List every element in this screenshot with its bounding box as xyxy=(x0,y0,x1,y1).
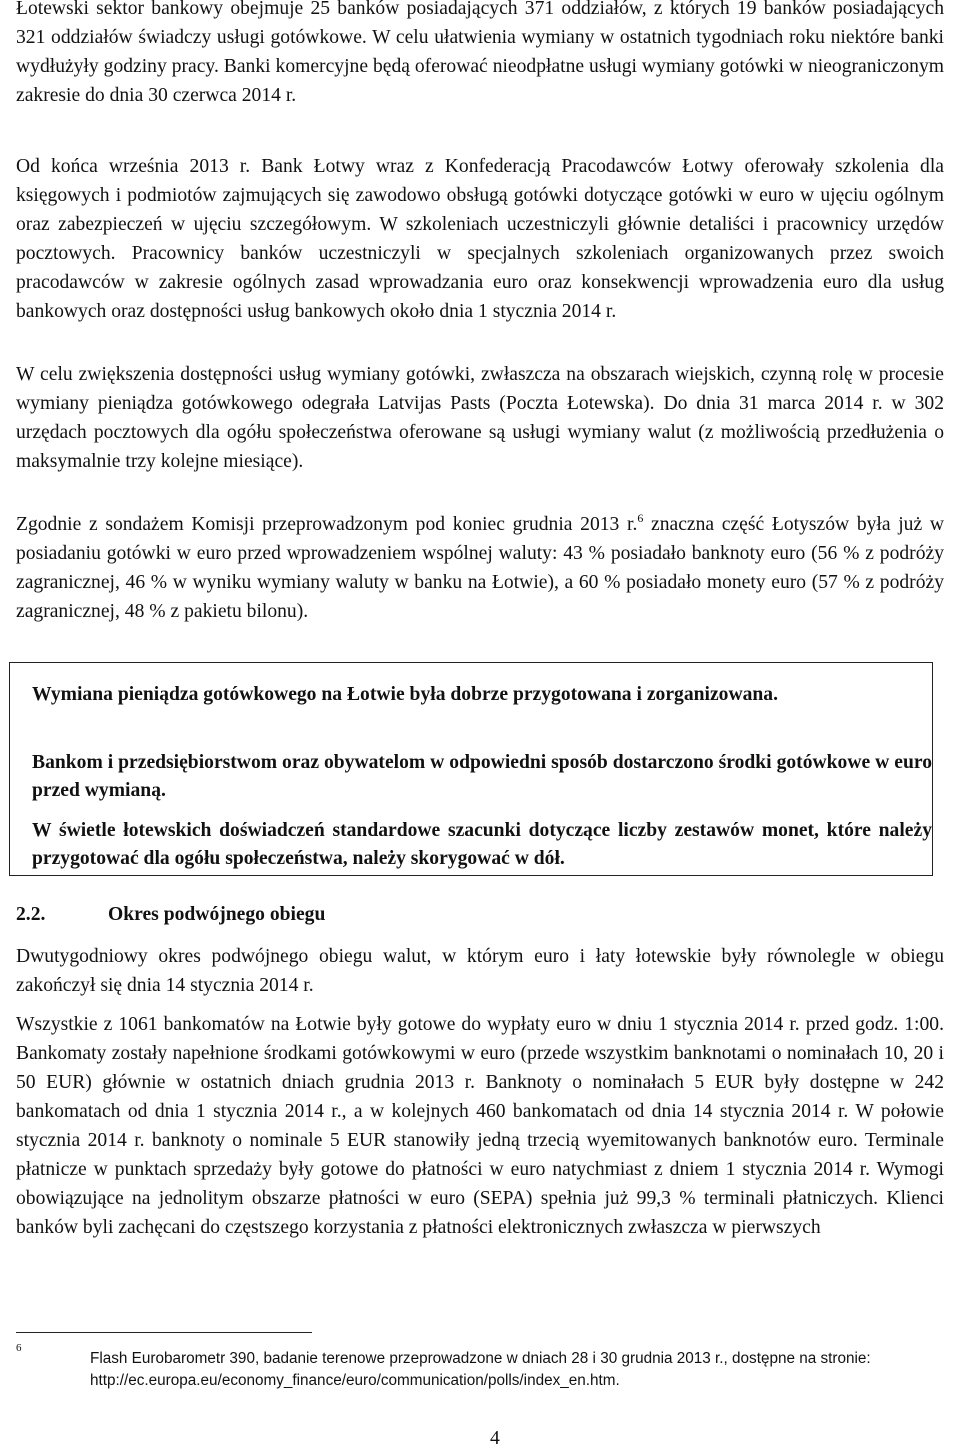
footnote-reference[interactable]: 6 xyxy=(637,511,644,525)
paragraph-atms: Wszystkie z 1061 bankomatów na Łotwie były gotowe do wypłaty euro w dniu 1 stycznia 2014 r. przed godz. 1:00. Bankomaty zostały napełnione środkami gotówkowymi w euro (przede wszystkim banknotami o nominałach 10, 20 i 50 EUR) głównie w ostatnich dniach grudnia 2013 r. Banknoty o nominałach 5 EUR były dostępne w 242 bankomatach od dnia 1 stycznia 2014 r., a w kolejnych 460 bankomatach od dnia 14 stycznia 2014 r. W połowie stycznia 2014 r. banknoty o nominale 5 EUR stanowiły jedną trzecią wyemitowanych banknotów euro. Terminale płatnicze w punktach sprzedaży były gotowe do płatności w euro natychmiast z dniem 1 stycznia 2014 r. Wymogi obowiązujące na jednolitym obszarze płatności w euro (SEPA) spełnia już 99,3 % terminali płatniczych. Klienci banków byli zachęcani do częstszego korzystania z płatności elektronicznych zwłaszcza w pierwszych xyxy=(16,1014,944,1238)
footnote-number: 6 xyxy=(16,1342,22,1354)
conclusions-box xyxy=(9,662,933,876)
section-title: Okres podwójnego obiegu xyxy=(108,904,326,925)
conclusion-3: W świetle łotewskich doświadczeń standardowe szacunki dotyczące liczby zestawów monet, które należy przygotować dla ogółu społeczeństwa, należy skorygować w dół. xyxy=(32,820,932,869)
paragraph-training: Od końca września 2013 r. Bank Łotwy wraz z Konfederacją Pracodawców Łotwy oferowały szkolenia dla księgowych i podmiotów zajmujących się zawodowo obsługą gotówki dotyczące gotówki w euro w ujęciu ogólnym oraz zabezpieczeń w ujęciu szczegółowym. W szkoleniach uczestniczyli głównie detaliści i pracownicy urzędów pocztowych. Pracownicy banków uczestniczyli w specjalnych szkoleniach organizowanych przez swoich pracodawców w zakresie ogólnych zasad wprowadzania euro oraz konsekwencji wprowadzenia euro dla usług bankowych oraz dostępności usług bankowych około dnia 1 stycznia 2014 r. xyxy=(16,156,944,322)
paragraph-banking-sector: Łotewski sektor bankowy obejmuje 25 banków posiadających 371 oddziałów, z których 19 banków posiadających 321 oddziałów świadczy usługi gotówkowe. W celu ułatwienia wymiany w ostatnich tygodniach roku niektóre banki wydłużyły godziny pracy. Banki komercyjne będą oferować nieodpłatne usługi wymiany gotówki w nieograniczonym zakresie do dnia 30 czerwca 2014 r. xyxy=(16,0,944,106)
paragraph-dual-circulation: Dwutygodniowy okres podwójnego obiegu walut, w którym euro i łaty łotewskie były równolegle w obiegu zakończył się dnia 14 stycznia 2014 r. xyxy=(16,946,944,996)
page-number: 4 xyxy=(490,1428,500,1449)
section-number: 2.2. xyxy=(16,904,46,925)
paragraph-post-office: W celu zwiększenia dostępności usług wymiany gotówki, zwłaszcza na obszarach wiejskich, czynną rolę w procesie wymiany pieniądza gotówkowego odegrała Latvijas Pasts (Poczta Łotewska). Do dnia 31 marca 2014 r. w 302 urzędach pocztowych dla ogółu społeczeństwa oferowane są usługi wymiany walut (z możliwością przedłużenia o maksymalnie trzy kolejne miesiące). xyxy=(16,364,944,472)
section-heading xyxy=(16,900,325,929)
conclusion-2: Bankom i przedsiębiorstwom oraz obywatelom w odpowiedni sposób dostarczono środki gotówkowe w euro przed wymianą. xyxy=(32,752,932,801)
conclusion-1: Wymiana pieniądza gotówkowego na Łotwie była dobrze przygotowana i zorganizowana. xyxy=(32,684,779,705)
footnote-divider xyxy=(16,1332,312,1333)
footnote-text: Flash Eurobarometr 390, badanie terenowe przeprowadzone w dniach 28 i 30 grudnia 2013 r., dostępne na stronie: http://ec.europa.eu/economy_finance/euro/communication/polls/index_en.htm. xyxy=(90,1350,871,1389)
survey-text-end: znaczna część Łotyszów była już w posiadaniu gotówki w euro przed wprowadzeniem wspólnej waluty: 43 % posiadało banknoty euro (56 % z podróży zagranicznej, 46 % w wyniku wymiany waluty w banku na Łotwie), a 60 % posiadało monety euro (57 % z podróży zagranicznej, 48 % z pakietu bilonu). xyxy=(16,514,944,622)
survey-text-start: Zgodnie z sondażem Komisji przeprowadzonym pod koniec grudnia 2013 r. xyxy=(16,514,638,535)
paragraph-survey xyxy=(16,510,944,626)
